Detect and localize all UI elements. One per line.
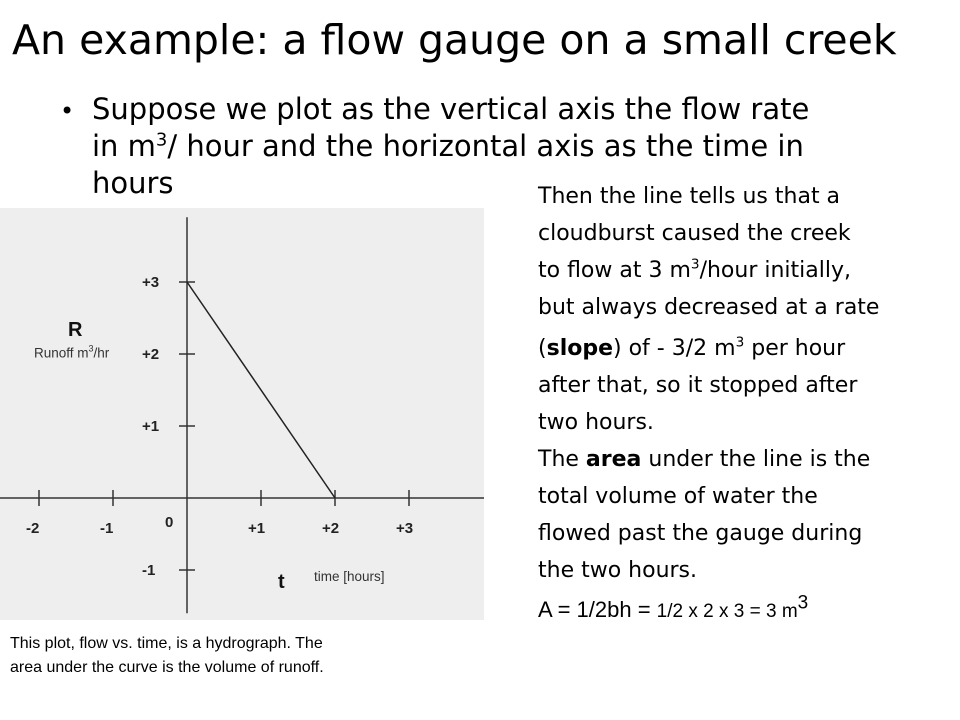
x-tick-label: +1 xyxy=(248,520,266,537)
explanation-line-5-mid: ) of - 3/2 m xyxy=(613,336,736,361)
x-axis-letter: t xyxy=(278,571,285,593)
bullet-line-2 xyxy=(92,128,932,165)
slope-term: slope xyxy=(546,336,614,361)
plot-caption xyxy=(10,632,486,680)
y-tick-label: +1 xyxy=(142,418,160,435)
bullet-line-3: hours xyxy=(92,166,174,200)
y-tick-label: +3 xyxy=(142,274,160,291)
y-axis-label xyxy=(34,344,110,361)
explanation-line-6: after that, so it stopped after xyxy=(538,373,858,398)
x-tick-label: -2 xyxy=(26,520,40,537)
explanation-line-3 xyxy=(538,252,948,289)
bullet-line-2-pre: in m xyxy=(92,129,156,163)
caption-line-1: This plot, flow vs. time, is a hydrograph. The xyxy=(10,635,323,652)
hydrograph-svg xyxy=(0,208,484,620)
bullet-dot-icon: • xyxy=(60,97,75,125)
bullet-line-2-post: / hour and the horizontal axis as the time in xyxy=(167,129,804,163)
explanation-line-3-pre: to flow at 3 m xyxy=(538,258,691,283)
bullet-line-2-sup: 3 xyxy=(155,129,168,151)
explanation-line-9: total volume of water the xyxy=(538,484,818,509)
y-axis-label-pre: Runoff m xyxy=(34,345,89,361)
slide-title: An example: a flow gauge on a small creek xyxy=(12,16,897,64)
explanation-line-10: flowed past the gauge during xyxy=(538,521,863,546)
bullet-line-1: Suppose we plot as the vertical axis the flow rate xyxy=(92,92,810,126)
explanation-line-11: the two hours. xyxy=(538,558,698,583)
x-tick-label: +3 xyxy=(396,520,414,537)
explanation-line-2: cloudburst caused the creek xyxy=(538,221,851,246)
area-formula-lead: A = 1/2bh = xyxy=(538,597,657,622)
explanation-line-7: two hours. xyxy=(538,410,654,435)
y-axis-label-post: /hr xyxy=(93,345,110,361)
hydrograph-plot xyxy=(0,208,484,620)
y-axis-label-sup: 3 xyxy=(88,343,94,354)
x-ticks-group xyxy=(26,490,413,537)
origin-label: 0 xyxy=(165,514,174,531)
explanation-line-5 xyxy=(538,330,948,367)
x-tick-label: -1 xyxy=(100,520,114,537)
series-line xyxy=(187,282,335,498)
area-term: area xyxy=(585,447,642,472)
explanation-line-5-post: per hour xyxy=(744,336,846,361)
explanation-line-1: Then the line tells us that a xyxy=(538,184,841,209)
explanation-line-8 xyxy=(538,441,948,478)
area-formula xyxy=(538,591,948,630)
y-tick-label: -1 xyxy=(142,562,156,579)
caption-line-2: area under the curve is the volume of runoff. xyxy=(10,659,324,676)
y-axis-letter: R xyxy=(68,319,83,341)
x-tick-label: +2 xyxy=(322,520,340,537)
y-tick-label: +2 xyxy=(142,346,160,363)
explanation-line-3-sup: 3 xyxy=(690,256,700,273)
explanation-line-8-pre: The xyxy=(538,447,586,472)
explanation-line-4: but always decreased at a rate xyxy=(538,295,880,320)
area-formula-sup: 3 xyxy=(797,592,809,614)
explanation-line-5-open: ( xyxy=(538,336,547,361)
explanation-line-8-post: under the line is the xyxy=(641,447,871,472)
explanation-line-3-post: /hour initially, xyxy=(699,258,851,283)
x-axis-label: time [hours] xyxy=(314,568,385,584)
explanation-line-5-sup: 3 xyxy=(735,334,745,351)
explanation-text xyxy=(538,178,948,630)
area-formula-calc: 1/2 x 2 x 3 = 3 m xyxy=(656,601,798,622)
